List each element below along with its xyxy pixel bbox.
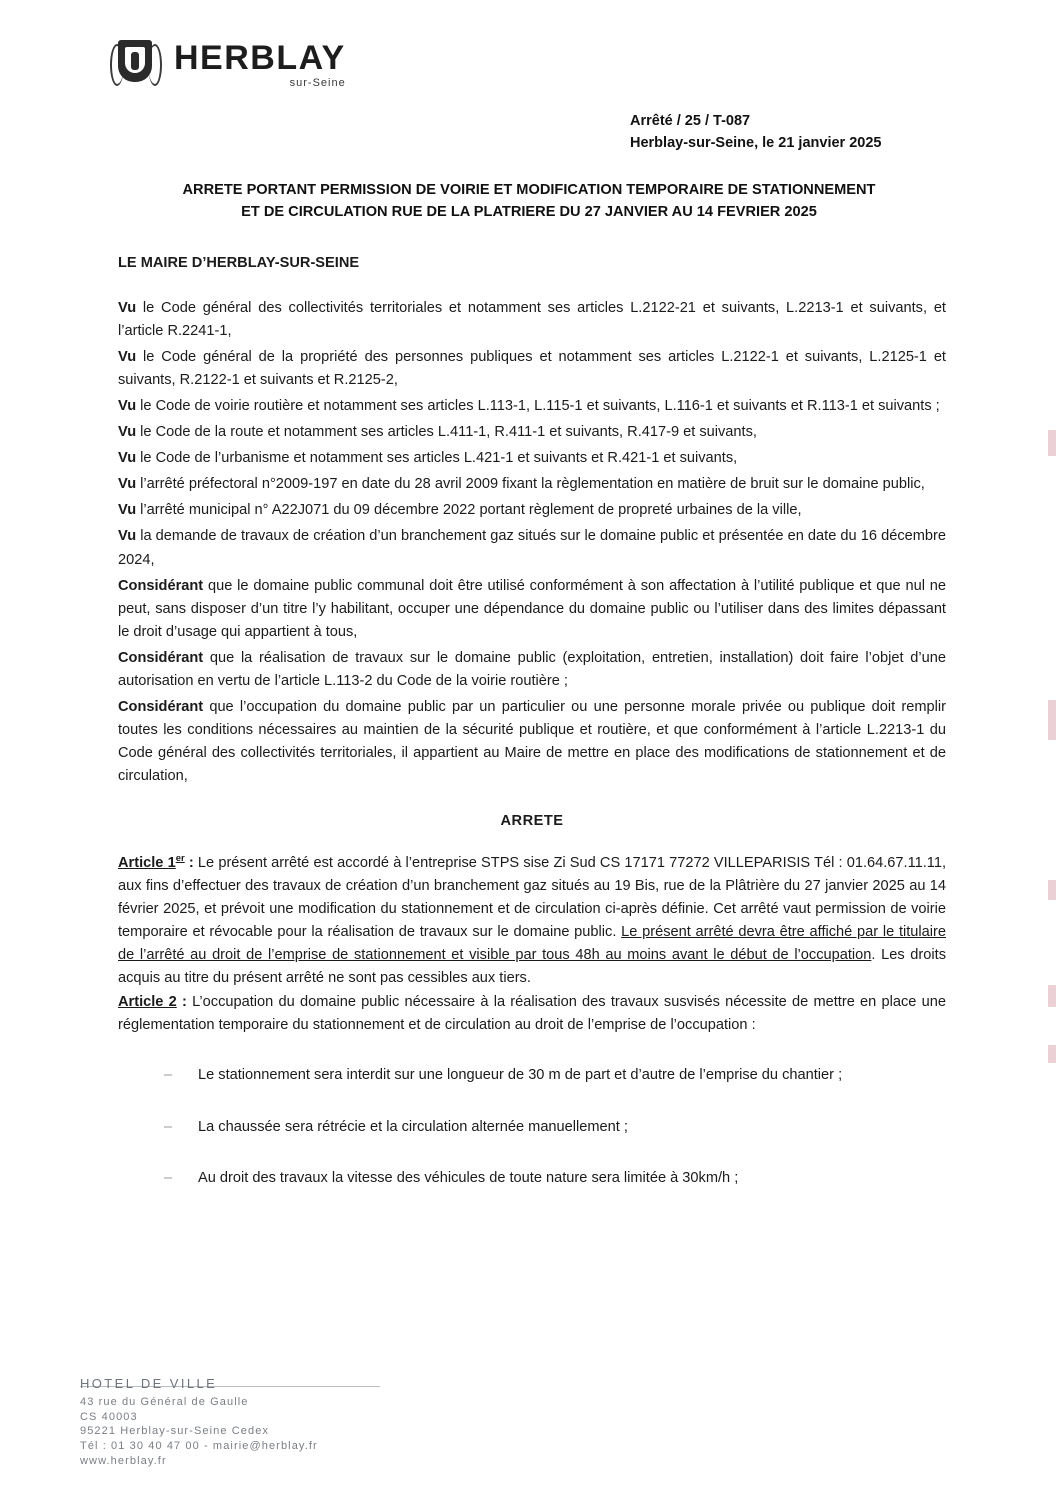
list-item: – Le stationnement sera interdit sur une longueur de 30 m de part et d’autre de l’emprise du chantier ; [164, 1063, 946, 1089]
visa-text: que l’occupation du domaine public par un particulier ou une personne morale privée ou publique doit remplir toutes les conditions nécessaires au maintien de la sécurité publique et routière, et que conformément à l’article L.2213-1 du Code général des collectivités territoriales, il appartient au Maire de mettre en place des modifications de stationnement et de circulation, [118, 698, 946, 784]
scan-artifact [1048, 700, 1056, 740]
footer-line-1: HOTEL DE VILLE [80, 1376, 218, 1392]
page-title-line2: ET DE CIRCULATION RUE DE LA PLATRIERE DU 27 JANVIER AU 14 FEVRIER 2025 [241, 203, 817, 220]
arrete-heading: ARRETE [500, 812, 564, 829]
reference-block [630, 110, 881, 155]
visa-item [118, 395, 946, 418]
visa-lead: Vu [118, 349, 137, 366]
article-2-colon: : [176, 994, 193, 1011]
visa-lead: Vu [118, 450, 137, 467]
article-1-text-end: . Les droits acquis au titre du présent arrêté ne sont pas cessibles aux tiers. [118, 947, 946, 987]
footer-line-6: www.herblay.fr [80, 1455, 167, 1468]
document-footer [80, 1375, 500, 1469]
mayor-heading: LE MAIRE D’HERBLAY-SUR-SEINE [118, 255, 360, 271]
visa-text: le Code de l’urbanisme et notamment ses articles L.421-1 et suivants et R.421-1 et suivants, [136, 450, 738, 467]
visa-item [118, 297, 946, 343]
scan-artifact [1048, 880, 1056, 900]
visa-lead: Considérant [118, 649, 204, 666]
footer-line-5: Tél : 01 30 40 47 00 - mairie@herblay.fr [80, 1440, 318, 1453]
article-2-text: L’occupation du domaine public nécessaire à la réalisation des travaux susvisés nécessite de mettre en place une réglementation temporaire du stationnement et de circulation au droit de l’emprise de l’occupation : [118, 994, 946, 1034]
footer-line-4: 95221 Herblay-sur-Seine Cedex [80, 1425, 270, 1438]
page-title-line1: ARRETE PORTANT PERMISSION DE VOIRIE ET MODIFICATION TEMPORAIRE DE STATIONNEMENT [182, 182, 876, 198]
article-1-text: Le présent arrêté est accordé à l’entreprise STPS sise Zi Sud CS 17171 77272 VILLEPARISIS Tél : 01.64.67.11.11, aux fins d’effectuer des travaux de création d’un branchement gaz situés au 19 Bis, rue de la Plâtrière du 27 janvier 2025 au 14 février 2025, et prévoit une modification du stationnement et de circulation ci-après définie. Cet arrêté vaut permission de voirie temporaire et révocable pour la réalisation de travaux sur le domaine public. [118, 854, 947, 941]
list-item: – Au droit des travaux la vitesse des véhicules de toute nature sera limitée à 30km/h ; [164, 1166, 946, 1192]
scan-artifact [1048, 985, 1056, 1007]
visa-text: le Code général des collectivités territoriales et notamment ses articles L.2122-21 et suivants, L.2213-1 et suivants, et l’article R.2241-1, [118, 300, 946, 340]
article-1-colon: : [184, 854, 198, 871]
visa-item [118, 647, 946, 693]
page-title [118, 180, 940, 224]
footer-line-2: 43 rue du Général de Gaulle [80, 1395, 249, 1408]
scan-artifact [1048, 1045, 1056, 1063]
visa-item [118, 525, 946, 571]
article-2-label: Article 2 [118, 994, 177, 1011]
visa-text: l’arrêté préfectoral n°2009-197 en date du 28 avril 2009 fixant la règlementation en matière de bruit sur le domaine public, [136, 476, 925, 493]
article-1-label-sup: er [175, 853, 185, 865]
measures-list [118, 1063, 946, 1192]
visa-text: le Code général de la propriété des personnes publiques et notamment ses articles L.2122-1 et suivants, L.2125-1 et suivants, R.2122-1 et suivants et R.2125-2, [118, 349, 946, 389]
article-2 [118, 991, 946, 1037]
visa-item [118, 499, 946, 522]
visa-text: que la réalisation de travaux sur le domaine public (exploitation, entretien, installation) doit faire l’objet d’une autorisation en vertu de l’article L.113-2 du Code de la voirie routière ; [118, 649, 946, 689]
brand-block [174, 41, 346, 89]
visa-lead: Vu [118, 300, 137, 317]
visa-lead: Considérant [118, 698, 204, 715]
document-header [108, 34, 346, 96]
visa-lead: Vu [118, 528, 137, 545]
visa-list [118, 297, 946, 788]
visa-item [118, 346, 946, 392]
visa-lead: Vu [118, 398, 137, 415]
visa-item [118, 447, 946, 470]
visa-item [118, 473, 946, 496]
reference-place-date: Herblay-sur-Seine, le 21 janvier 2025 [630, 135, 882, 152]
document-body [118, 252, 946, 1218]
visa-text: que le domaine public communal doit être utilisé conformément à son affectation à l’utilité publique et que nul ne peut, sans disposer d’un titre l’y habilitant, occuper une dépendance du domaine public ou l’utiliser dans des limites dépassant le droit d’usage qui appartient à tous, [118, 577, 946, 640]
visa-lead: Vu [118, 424, 137, 441]
visa-item [118, 421, 946, 444]
footer-line-3: CS 40003 [80, 1410, 138, 1423]
visa-text: l’arrêté municipal n° A22J071 du 09 décembre 2022 portant règlement de propreté urbaines de la ville, [136, 502, 802, 519]
scan-artifact [1048, 430, 1056, 456]
article-1 [118, 851, 946, 990]
visa-item [118, 575, 946, 644]
article-1-underlined-text: Le présent arrêté devra être affiché par le titulaire de l’arrêté au droit de l’emprise de stationnement et visible par tous 48h au moins avant le début de l’occupation [118, 924, 946, 964]
reference-number: Arrêté / 25 / T-087 [630, 113, 751, 129]
article-1-label: Article 1 [118, 854, 176, 871]
brand-subtitle: sur-Seine [289, 77, 346, 89]
visa-lead: Vu [118, 502, 137, 519]
visa-text: la demande de travaux de création d’un branchement gaz situés sur le domaine public et présentée en date du 16 décembre 2024, [118, 528, 946, 568]
visa-item [118, 696, 946, 788]
visa-lead: Vu [118, 476, 137, 493]
brand-name: HERBLAY [174, 39, 346, 77]
visa-text: le Code de voirie routière et notamment ses articles L.113-1, L.115-1 et suivants, L.116-1 et suivants et R.113-1 et suivants ; [136, 398, 940, 415]
visa-text: le Code de la route et notamment ses articles L.411-1, R.411-1 et suivants, R.417-9 et suivants, [136, 424, 757, 441]
visa-lead: Considérant [118, 577, 204, 594]
coat-of-arms-icon [108, 34, 164, 96]
list-item: – La chaussée sera rétrécie et la circulation alternée manuellement ; [164, 1115, 946, 1141]
